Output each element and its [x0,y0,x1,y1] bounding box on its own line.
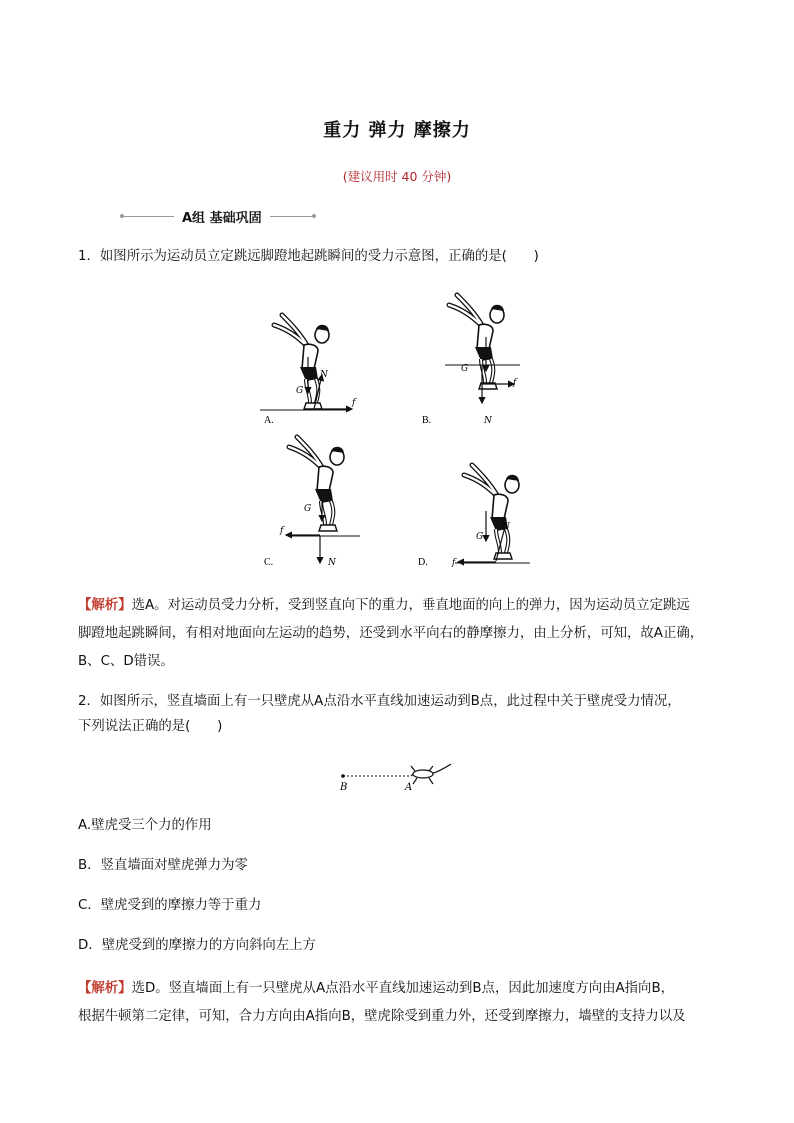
q1-analysis-text-1: 选A。对运动员受力分析，受到竖直向下的重力，垂直地面的向上的弹力，因为运动员立定跳远 [131,598,690,613]
q2-analysis-tag: 【解析】 [78,981,132,996]
q2-gecko-diagram [335,758,465,794]
q2-analysis-line-1 [78,975,718,1003]
figure-b [422,295,520,426]
figure-b-option: B. [422,415,432,426]
q1-analysis-line-1 [78,592,718,620]
figure-c-n-label: N [328,558,336,568]
figure-b-g-label: G [461,364,469,374]
figure-d-n-label: N [502,522,510,532]
figure-c-option: C. [264,557,274,568]
figure-d-option: D. [418,557,428,568]
figure-c-f-label: f [280,526,284,536]
figure-d-g-label: G [476,532,484,542]
figure-d [418,465,530,568]
section-right-rule [270,216,312,217]
figure-a-g-label: G [296,386,304,396]
q2-option-a: A.壁虎受三个力的作用 [78,818,212,833]
question-1-text: 1．如图所示为运动员立定跳远脚蹬地起跳瞬间的受力示意图，正确的是( ) [78,249,539,264]
page-title: 重力 弹力 摩擦力 [323,120,471,141]
figure-a-option: A. [264,415,274,426]
figure-a-f-label: f [352,398,356,408]
q1-force-diagrams [250,285,550,575]
section-right-dot [312,214,316,218]
question-2-line-2: 下列说法正确的是( ) [78,719,223,734]
section-left-rule [124,216,174,217]
q2-analysis-line-2: 根据牛顿第二定律，可知，合力方向由A指向B，壁虎除受到重力外，还受到摩擦力，墙壁的支持力以及 [78,1009,686,1024]
figure-c [264,437,360,568]
q2-option-b: B．竖直墙面对壁虎弹力为零 [78,858,248,873]
q2-option-c: C．壁虎受到的摩擦力等于重力 [78,898,262,913]
point-a-label: A [405,782,413,793]
suggested-time: (建议用时 40 分钟) [342,169,452,184]
figure-b-f-label: f [513,378,517,388]
figure-a-n-label: N [320,370,328,380]
point-b-label: B [340,782,348,793]
question-2-line-1: 2．如图所示，竖直墙面上有一只壁虎从A点沿水平直线加速运动到B点，此过程中关于壁虎受力情况， [78,694,681,709]
figure-a [260,315,357,426]
section-label: A组 基础巩固 [182,210,262,226]
q2-option-d: D．壁虎受到的摩擦力的方向斜向左上方 [78,938,316,953]
q1-analysis-tag: 【解析】 [78,598,132,613]
figure-b-n-label: N [484,416,492,426]
gecko-icon [411,764,451,784]
q2-analysis-text-1: 选D。竖直墙面上有一只壁虎从A点沿水平直线加速运动到B点，因此加速度方向由A指向B， [131,981,675,996]
section-header [120,206,316,226]
figure-d-f-label: f [452,558,456,568]
figure-c-g-label: G [304,504,312,514]
q1-analysis-line-3: B、C、D错误。 [78,654,174,669]
q1-analysis-line-2: 脚蹬地起跳瞬间，有相对地面向左运动的趋势，还受到水平向右的静摩擦力，由上分析，可知，故A正确， [78,626,704,641]
